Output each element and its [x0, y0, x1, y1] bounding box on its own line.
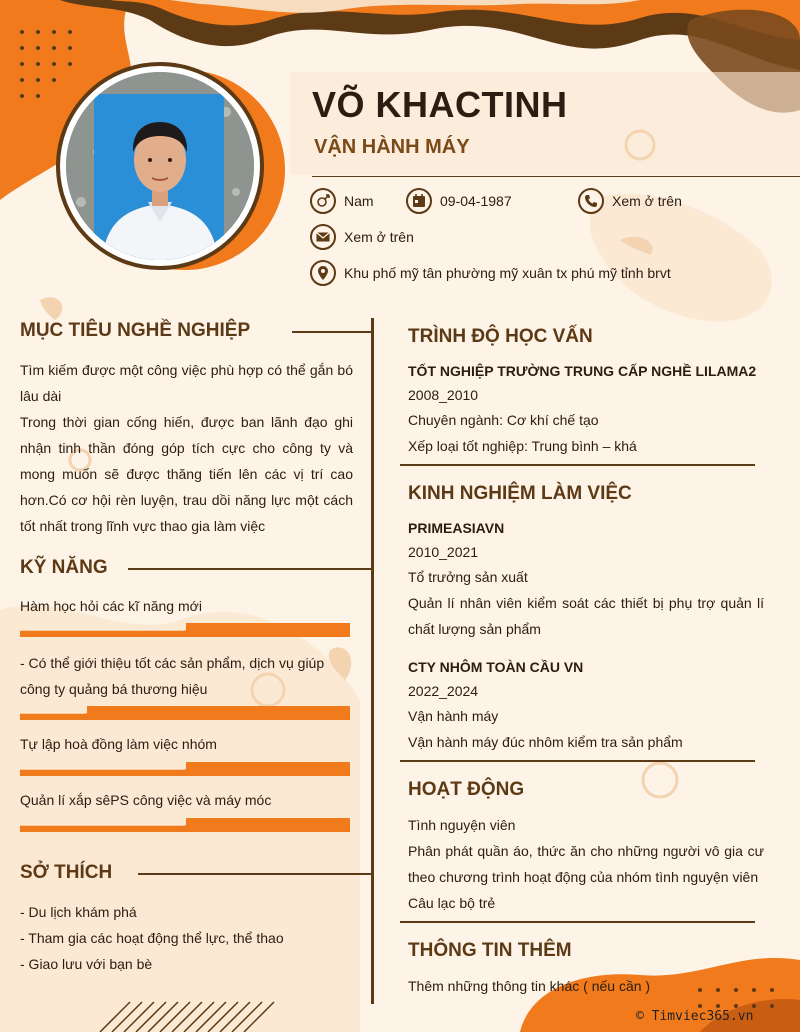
skills-rule	[128, 568, 372, 570]
skill-label-1: Hàm học hỏi các kĩ năng mới	[20, 598, 202, 614]
birthday-value: 09-04-1987	[440, 193, 512, 209]
education-period: 2008_2010	[408, 387, 479, 403]
hobby-item-2: - Tham gia các hoạt động thể lực, thể thao	[20, 930, 284, 946]
profile-photo	[56, 62, 266, 272]
job-1-description: Quản lí nhân viên kiểm soát các thiết bị phụ trợ quản lí chất lượng sản phẩm	[408, 595, 764, 637]
candidate-name: VÕ KHACTINH	[312, 84, 568, 125]
calendar-icon	[406, 188, 432, 214]
job-1-role: Tổ trưởng sản xuất	[408, 569, 528, 585]
activity-org: Câu lạc bộ trẻ	[408, 895, 496, 911]
experience-title: KINH NGHIỆM LÀM VIỆC	[408, 483, 632, 504]
hobby-item-3: - Giao lưu với bạn bè	[20, 956, 153, 972]
hobbies-title: SỞ THÍCH	[20, 862, 113, 883]
objective-title: MỤC TIÊU NGHỀ NGHIỆP	[20, 320, 251, 341]
skill-bar-track	[87, 706, 350, 720]
more-info-title: THÔNG TIN THÊM	[408, 940, 572, 961]
hobby-item-1: - Du lịch khám phá	[20, 904, 137, 920]
more-info-text: Thêm những thông tin khác ( nếu cần )	[408, 978, 651, 994]
skill-bar-1	[20, 623, 350, 637]
avatar	[66, 72, 254, 260]
hobbies-rule	[138, 873, 372, 875]
activities-separator	[400, 921, 755, 923]
job-1-company: PRIMEASIAVN	[408, 520, 505, 536]
education-school: TỐT NGHIỆP TRƯỜNG TRUNG CẤP NGHỀ LILAMA2	[408, 363, 757, 379]
activities-title: HOẠT ĐỘNG	[408, 779, 525, 800]
info-gender	[310, 188, 374, 214]
skills-title: KỸ NĂNG	[20, 557, 108, 578]
activity-description: Phân phát quần áo, thức ăn cho những người vô gia cư theo chương trình hoạt động của nhóm tình nguyện viên	[408, 843, 764, 885]
skill-bar-fill	[20, 818, 200, 832]
email-value: Xem ở trên	[344, 229, 414, 245]
job-title: VẬN HÀNH MÁY	[314, 136, 470, 158]
education-grade: Xếp loại tốt nghiệp: Trung bình – khá	[408, 438, 637, 454]
location-icon	[310, 260, 336, 286]
gender-icon	[310, 188, 336, 214]
job-2-role: Vận hành máy	[408, 708, 499, 724]
info-address	[310, 260, 671, 286]
education-major: Chuyên ngành: Cơ khí chế tạo	[408, 412, 599, 428]
skill-label-2: - Có thể giới thiệu tốt các sản phẩm, dịch vụ giúp công ty quảng bá thương hiệu	[20, 655, 325, 697]
education-title: TRÌNH ĐỘ HỌC VẤN	[408, 326, 593, 347]
skill-bar-4	[20, 818, 350, 832]
job-2-description: Vận hành máy đúc nhôm kiểm tra sản phẩm	[408, 734, 683, 750]
objective-text-2: Trong thời gian cống hiến, được ban lãnh đạo ghi nhận tinh thần đóng góp tích cực cho công ty và mong muốn sẽ được thăng tiến lên các vị trí cao hơn.Có cơ hội rèn luyện, trau dồi năng lực một cách tốt nhất trong lĩnh vực thao gia làm việc	[20, 414, 353, 534]
job-1-period: 2010_2021	[408, 544, 479, 560]
skill-label-3: Tự lập hoà đồng làm việc nhóm	[20, 736, 217, 752]
skill-bar-3	[20, 762, 350, 776]
job-2-period: 2022_2024	[408, 683, 479, 699]
gender-value: Nam	[344, 193, 374, 209]
skill-label-4: Quản lí xắp sêPS công việc và máy móc	[20, 792, 272, 808]
skill-bar-track	[186, 623, 350, 637]
experience-separator	[400, 760, 755, 762]
email-icon	[310, 224, 336, 250]
skill-bar-fill	[20, 623, 200, 637]
objective-rule	[292, 331, 372, 333]
phone-icon	[578, 188, 604, 214]
skill-bar-fill	[20, 762, 200, 776]
objective-text-1: Tìm kiếm được một công việc phù hợp có thể gắn bó lâu dài	[20, 362, 353, 404]
info-birthday	[406, 188, 512, 214]
skill-bar-track	[186, 818, 350, 832]
info-email	[310, 224, 414, 250]
activity-role: Tình nguyện viên	[408, 817, 516, 833]
watermark: © Timviec365.vn	[636, 1009, 754, 1024]
skill-bar-2	[20, 706, 350, 720]
address-value: Khu phố mỹ tân phường mỹ xuân tx phú mỹ tỉnh brvt	[344, 265, 671, 281]
header-divider	[312, 176, 800, 177]
phone-value: Xem ở trên	[612, 193, 682, 209]
skill-bar-track	[186, 762, 350, 776]
job-2-company: CTY NHÔM TOÀN CẦU VN	[408, 659, 584, 675]
education-separator	[400, 464, 755, 466]
column-divider	[371, 318, 374, 1004]
info-phone	[578, 188, 682, 214]
